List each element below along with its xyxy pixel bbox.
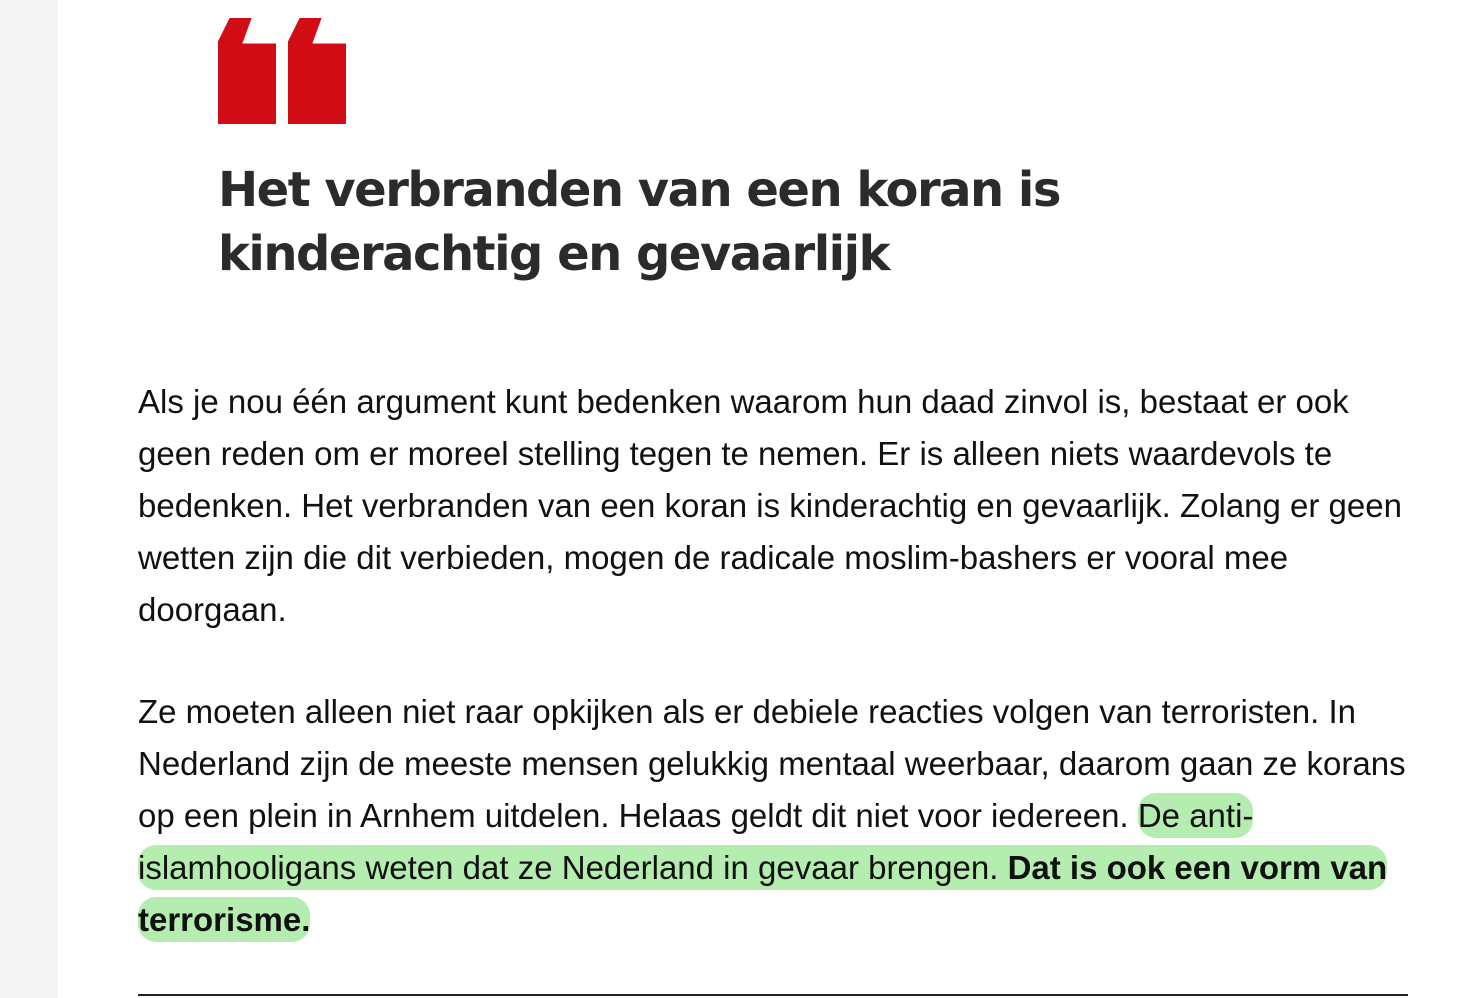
left-margin: [0, 0, 58, 998]
quote-headline: Het verbranden van een koran is kinderachtig en gevaarlijk: [218, 162, 1060, 282]
article-paragraph-1: Als je nou één argument kunt bedenken waarom hun daad zinvol is, bestaat er ook geen reden om er moreel stelling tegen te nemen. Er is alleen niets waardevols te bedenken. Het verbranden van een koran is kinderachtig en gevaarlijk. Zolang er geen wetten zijn die dit verbieden, mogen de radicale moslim-bashers er vooral mee doorgaan.: [138, 383, 1402, 628]
highlighted-sentence: De anti-islamhooligans weten dat ze Nederland in gevaar brengen.: [138, 797, 1254, 886]
quote-mark-icon: [218, 18, 348, 126]
bold-highlighted-sentence: Dat is ook een vorm van terrorisme.: [138, 849, 1388, 938]
article-paragraph-2: [138, 686, 1408, 946]
paragraph-2-text: Ze moeten alleen niet raar opkijken als er debiele reacties volgen van terroristen. In Nederland zijn de meeste mensen gelukkig mentaal weerbaar, daarom gaan ze korans op een plein in Arnhem uitdelen. Helaas geldt dit niet voor iedereen.: [138, 693, 1406, 834]
divider: [138, 994, 1408, 996]
